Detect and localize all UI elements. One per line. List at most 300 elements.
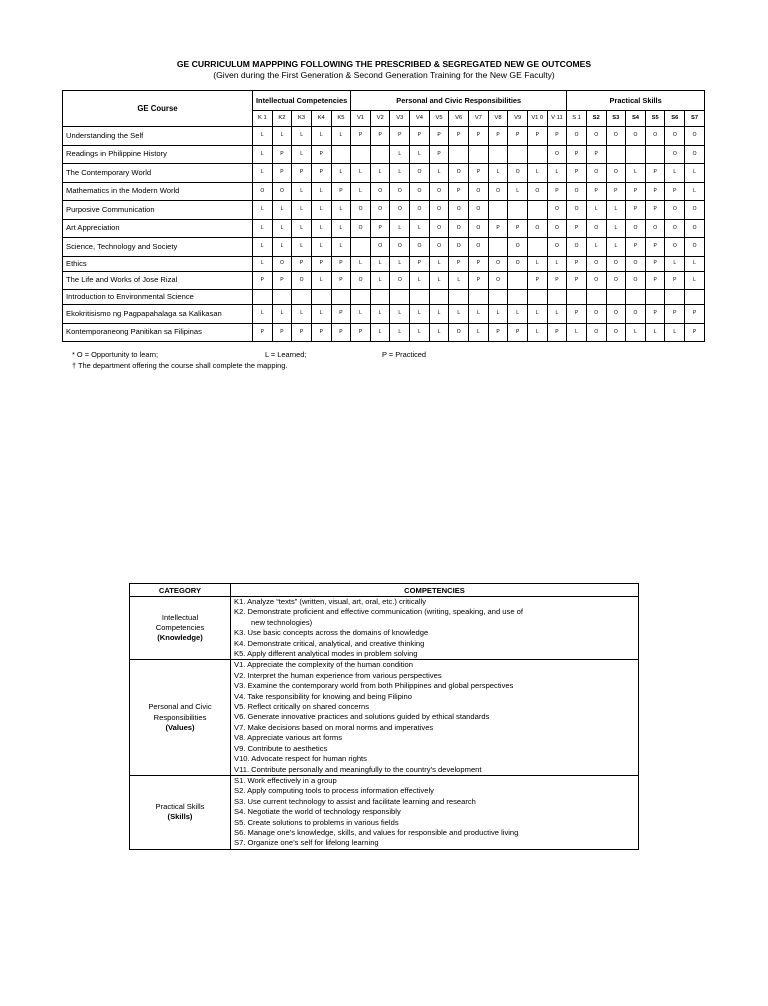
course-row bbox=[63, 256, 705, 271]
competency-list bbox=[231, 660, 639, 775]
mapping-cell: L bbox=[606, 238, 626, 257]
mapping-cell: L bbox=[370, 271, 390, 290]
mapping-cell: L bbox=[292, 238, 312, 257]
mapping-cell: P bbox=[508, 219, 528, 238]
mapping-cell bbox=[410, 290, 430, 305]
mapping-cell: P bbox=[567, 219, 587, 238]
legend-opportunity: * O = Opportunity to learn; bbox=[72, 350, 159, 359]
outcome-code-header: S 1 bbox=[567, 111, 587, 127]
mapping-cell: P bbox=[410, 256, 430, 271]
course-name: Understanding the Self bbox=[63, 127, 253, 146]
mapping-cell bbox=[606, 145, 626, 164]
mapping-cell: L bbox=[429, 164, 449, 183]
mapping-cell: L bbox=[508, 182, 528, 201]
mapping-cell: L bbox=[390, 305, 410, 324]
mapping-cell: O bbox=[469, 182, 489, 201]
competency-item: K4. Demonstrate critical, analytical, and creative thinking bbox=[234, 638, 425, 648]
mapping-cell: L bbox=[370, 305, 390, 324]
course-row bbox=[63, 182, 705, 201]
mapping-cell: O bbox=[586, 323, 606, 342]
mapping-cell bbox=[527, 201, 547, 220]
outcome-code-header: V7 bbox=[469, 111, 489, 127]
mapping-cell: L bbox=[429, 323, 449, 342]
mapping-cell bbox=[626, 290, 646, 305]
mapping-cell: P bbox=[253, 323, 273, 342]
course-row bbox=[63, 323, 705, 342]
mapping-cell bbox=[331, 145, 351, 164]
mapping-cell: O bbox=[469, 219, 489, 238]
mapping-cell: O bbox=[508, 238, 528, 257]
mapping-cell bbox=[685, 290, 705, 305]
mapping-cell: L bbox=[253, 127, 273, 146]
mapping-cell: O bbox=[449, 219, 469, 238]
mapping-cell: L bbox=[292, 305, 312, 324]
mapping-cell: P bbox=[390, 127, 410, 146]
mapping-cell: O bbox=[449, 201, 469, 220]
mapping-cell bbox=[508, 145, 528, 164]
mapping-cell: L bbox=[469, 305, 489, 324]
mapping-cell: O bbox=[665, 238, 685, 257]
mapping-cell: P bbox=[685, 323, 705, 342]
outcome-code-header: S3 bbox=[606, 111, 626, 127]
competency-item: V7. Make decisions based on moral norms and imperatives bbox=[234, 722, 434, 732]
course-row bbox=[63, 238, 705, 257]
mapping-cell: L bbox=[351, 164, 371, 183]
mapping-cell: P bbox=[311, 145, 331, 164]
mapping-cell: O bbox=[586, 127, 606, 146]
mapping-cell: L bbox=[410, 145, 430, 164]
mapping-cell: O bbox=[429, 219, 449, 238]
mapping-cell: P bbox=[311, 164, 331, 183]
mapping-cell: L bbox=[547, 164, 567, 183]
mapping-cell: P bbox=[351, 323, 371, 342]
mapping-cell: O bbox=[685, 145, 705, 164]
mapping-cell: P bbox=[645, 238, 665, 257]
course-name: Science, Technology and Society bbox=[63, 238, 253, 257]
outcome-code-header: V9 bbox=[508, 111, 528, 127]
course-row bbox=[63, 271, 705, 290]
course-name: Kontemporaneong Panitikan sa Filipinas bbox=[63, 323, 253, 342]
mapping-cell: P bbox=[606, 182, 626, 201]
mapping-cell: O bbox=[508, 256, 528, 271]
mapping-cell bbox=[370, 290, 390, 305]
mapping-cell: O bbox=[449, 164, 469, 183]
competency-item: S6. Manage one’s knowledge, skills, and values for responsible and productive living bbox=[234, 827, 519, 837]
mapping-cell bbox=[311, 290, 331, 305]
mapping-cell: O bbox=[547, 201, 567, 220]
course-row bbox=[63, 290, 705, 305]
mapping-cell bbox=[351, 290, 371, 305]
mapping-cell: P bbox=[370, 219, 390, 238]
mapping-cell bbox=[606, 290, 626, 305]
mapping-cell: L bbox=[410, 323, 430, 342]
mapping-cell: L bbox=[665, 323, 685, 342]
mapping-cell: L bbox=[685, 164, 705, 183]
outcome-code-header: K5 bbox=[331, 111, 351, 127]
mapping-cell: P bbox=[586, 145, 606, 164]
mapping-cell: P bbox=[527, 127, 547, 146]
mapping-cell bbox=[370, 145, 390, 164]
mapping-cell: P bbox=[429, 127, 449, 146]
competency-item: V9. Contribute to aesthetics bbox=[234, 743, 328, 753]
mapping-cell: L bbox=[351, 256, 371, 271]
mapping-cell: P bbox=[547, 271, 567, 290]
outcome-code-header: V1 0 bbox=[527, 111, 547, 127]
mapping-cell: L bbox=[449, 271, 469, 290]
mapping-cell: L bbox=[272, 238, 292, 257]
category-name: Practical Skills bbox=[155, 802, 205, 812]
mapping-cell: P bbox=[410, 127, 430, 146]
mapping-cell: P bbox=[527, 271, 547, 290]
mapping-cell: P bbox=[547, 127, 567, 146]
competency-item: V8. Appreciate various art forms bbox=[234, 733, 343, 743]
mapping-cell: O bbox=[410, 238, 430, 257]
mapping-cell bbox=[665, 290, 685, 305]
mapping-cell: L bbox=[311, 182, 331, 201]
group-header-personal-civic: Personal and Civic Responsibilities bbox=[351, 91, 567, 111]
mapping-cell: L bbox=[292, 201, 312, 220]
curriculum-mapping-table bbox=[62, 90, 705, 342]
mapping-cell: O bbox=[390, 271, 410, 290]
outcome-code-header: V6 bbox=[449, 111, 469, 127]
mapping-cell: O bbox=[410, 182, 430, 201]
outcome-code-header: K4 bbox=[311, 111, 331, 127]
mapping-cell: O bbox=[665, 201, 685, 220]
mapping-cell: L bbox=[253, 238, 273, 257]
competency-item: S7. Organize one’s self for lifelong learning bbox=[234, 838, 379, 848]
mapping-cell: L bbox=[547, 305, 567, 324]
mapping-cell: L bbox=[390, 256, 410, 271]
mapping-cell: L bbox=[370, 164, 390, 183]
mapping-cell: L bbox=[351, 305, 371, 324]
mapping-cell: L bbox=[331, 164, 351, 183]
mapping-cell: O bbox=[370, 201, 390, 220]
mapping-cell: L bbox=[272, 127, 292, 146]
mapping-cell: O bbox=[449, 323, 469, 342]
competency-item: K5. Apply different analytical modes in problem solving bbox=[234, 649, 418, 659]
mapping-cell: O bbox=[370, 182, 390, 201]
mapping-cell: O bbox=[351, 219, 371, 238]
mapping-cell: L bbox=[488, 305, 508, 324]
mapping-cell: L bbox=[410, 271, 430, 290]
mapping-cell: L bbox=[488, 164, 508, 183]
mapping-cell: L bbox=[331, 219, 351, 238]
mapping-cell: O bbox=[626, 305, 646, 324]
mapping-cell: L bbox=[508, 305, 528, 324]
competency-item: S4. Negotiate the world of technology responsibly bbox=[234, 807, 401, 817]
mapping-cell: O bbox=[586, 305, 606, 324]
mapping-cell: L bbox=[311, 305, 331, 324]
mapping-cell bbox=[527, 145, 547, 164]
mapping-cell: L bbox=[253, 305, 273, 324]
mapping-cell: P bbox=[567, 256, 587, 271]
mapping-cell: O bbox=[567, 127, 587, 146]
course-name: The Life and Works of Jose Rizal bbox=[63, 271, 253, 290]
mapping-cell: P bbox=[645, 182, 665, 201]
mapping-cell bbox=[508, 201, 528, 220]
mapping-cell: L bbox=[606, 219, 626, 238]
mapping-cell: P bbox=[488, 323, 508, 342]
mapping-cell: P bbox=[488, 219, 508, 238]
mapping-cell: L bbox=[606, 201, 626, 220]
competency-item: new technologies) bbox=[251, 617, 313, 627]
mapping-cell: P bbox=[567, 305, 587, 324]
mapping-cell: L bbox=[253, 219, 273, 238]
mapping-cell: P bbox=[547, 323, 567, 342]
mapping-cell: L bbox=[292, 127, 312, 146]
mapping-cell: P bbox=[645, 164, 665, 183]
course-row bbox=[63, 305, 705, 324]
mapping-cell: L bbox=[527, 164, 547, 183]
course-name: Ethics bbox=[63, 256, 253, 271]
course-name: The Contemporary World bbox=[63, 164, 253, 183]
course-row bbox=[63, 201, 705, 220]
outcome-code-header: S7 bbox=[685, 111, 705, 127]
legend-learned: L = Learned; bbox=[265, 350, 307, 359]
competency-item: V1. Appreciate the complexity of the human condition bbox=[234, 660, 413, 670]
mapping-cell: O bbox=[469, 238, 489, 257]
outcome-code-header: V 11 bbox=[547, 111, 567, 127]
mapping-cell bbox=[253, 290, 273, 305]
outcome-code-header: K 1 bbox=[253, 111, 273, 127]
competency-section bbox=[130, 660, 639, 775]
mapping-cell: P bbox=[567, 271, 587, 290]
outcome-code-header: K3 bbox=[292, 111, 312, 127]
document-subtitle: (Given during the First Generation & Second Generation Training for the New GE Faculty) bbox=[213, 70, 555, 80]
mapping-cell: P bbox=[449, 256, 469, 271]
mapping-cell bbox=[429, 290, 449, 305]
mapping-cell: L bbox=[665, 164, 685, 183]
mapping-cell: L bbox=[370, 256, 390, 271]
mapping-cell: O bbox=[685, 127, 705, 146]
mapping-cell: P bbox=[665, 305, 685, 324]
group-header-practical: Practical Skills bbox=[567, 91, 705, 111]
mapping-cell: P bbox=[272, 271, 292, 290]
mapping-cell: O bbox=[253, 182, 273, 201]
mapping-cell: O bbox=[390, 201, 410, 220]
mapping-cell: O bbox=[272, 256, 292, 271]
mapping-cell bbox=[488, 145, 508, 164]
competency-item: S3. Use current technology to assist and facilitate learning and research bbox=[234, 796, 476, 806]
mapping-cell: P bbox=[469, 256, 489, 271]
mapping-cell: O bbox=[645, 127, 665, 146]
mapping-cell: L bbox=[527, 305, 547, 324]
competency-item: V3. Examine the contemporary world from both Philippines and global perspectives bbox=[234, 681, 514, 691]
outcome-code-header: K2 bbox=[272, 111, 292, 127]
mapping-cell: O bbox=[488, 256, 508, 271]
mapping-cell: O bbox=[469, 201, 489, 220]
mapping-cell: P bbox=[311, 323, 331, 342]
mapping-cell: O bbox=[410, 201, 430, 220]
mapping-cell: O bbox=[567, 238, 587, 257]
mapping-cell: L bbox=[272, 305, 292, 324]
competency-list bbox=[231, 775, 639, 849]
mapping-cell bbox=[351, 145, 371, 164]
mapping-cell: L bbox=[527, 256, 547, 271]
mapping-cell bbox=[272, 290, 292, 305]
outcome-code-header: V5 bbox=[429, 111, 449, 127]
mapping-cell bbox=[292, 290, 312, 305]
footnote: † The department offering the course shall complete the mapping. bbox=[72, 361, 288, 370]
mapping-cell: O bbox=[351, 271, 371, 290]
mapping-cell bbox=[331, 290, 351, 305]
outcome-code-header: V1 bbox=[351, 111, 371, 127]
outcome-code-header: S2 bbox=[586, 111, 606, 127]
mapping-cell: O bbox=[606, 164, 626, 183]
category-name: Personal and Civic Responsibilities bbox=[148, 702, 212, 722]
mapping-cell: L bbox=[292, 219, 312, 238]
mapping-cell: O bbox=[685, 219, 705, 238]
mapping-cell: L bbox=[429, 256, 449, 271]
mapping-cell: O bbox=[527, 219, 547, 238]
mapping-cell: P bbox=[508, 323, 528, 342]
mapping-cell: P bbox=[449, 182, 469, 201]
mapping-cell bbox=[645, 145, 665, 164]
mapping-cell: L bbox=[331, 238, 351, 257]
mapping-cell: L bbox=[331, 127, 351, 146]
mapping-cell: L bbox=[685, 182, 705, 201]
document-title: GE CURRICULUM MAPPPING FOLLOWING THE PRESCRIBED & SEGREGATED NEW GE OUTCOMES bbox=[176, 59, 592, 69]
mapping-cell: L bbox=[685, 271, 705, 290]
category-domain: (Knowledge) bbox=[157, 633, 203, 643]
mapping-cell: P bbox=[469, 164, 489, 183]
mapping-cell: O bbox=[606, 323, 626, 342]
competency-item: V11. Contribute personally and meaningfully to the country’s development bbox=[234, 764, 482, 774]
mapping-cell: L bbox=[469, 323, 489, 342]
mapping-cell: P bbox=[331, 182, 351, 201]
mapping-cell: L bbox=[272, 201, 292, 220]
mapping-cell bbox=[547, 290, 567, 305]
mapping-cell bbox=[488, 238, 508, 257]
mapping-cell: P bbox=[645, 256, 665, 271]
mapping-cell: P bbox=[429, 145, 449, 164]
mapping-cell: L bbox=[311, 201, 331, 220]
mapping-cell: P bbox=[665, 271, 685, 290]
mapping-cell: L bbox=[685, 256, 705, 271]
competency-item: K2. Demonstrate proficient and effective communication (writing, speaking, and use of bbox=[234, 607, 523, 617]
mapping-cell: O bbox=[606, 305, 626, 324]
mapping-cell: P bbox=[449, 127, 469, 146]
mapping-cell: O bbox=[547, 145, 567, 164]
mapping-cell: P bbox=[547, 182, 567, 201]
mapping-cell: O bbox=[390, 238, 410, 257]
mapping-cell: L bbox=[370, 323, 390, 342]
outcome-code-header: S6 bbox=[665, 111, 685, 127]
mapping-cell: P bbox=[253, 271, 273, 290]
mapping-cell: L bbox=[253, 164, 273, 183]
competency-item: S2. Apply computing tools to process information effectively bbox=[234, 786, 434, 796]
mapping-cell: L bbox=[311, 127, 331, 146]
category-cell bbox=[130, 597, 231, 660]
mapping-cell: O bbox=[586, 219, 606, 238]
mapping-cell bbox=[645, 290, 665, 305]
mapping-cell: L bbox=[429, 271, 449, 290]
mapping-cell: P bbox=[685, 305, 705, 324]
mapping-cell: O bbox=[626, 271, 646, 290]
mapping-cell: L bbox=[645, 323, 665, 342]
mapping-cell: L bbox=[586, 238, 606, 257]
mapping-cell: L bbox=[527, 323, 547, 342]
mapping-cell: P bbox=[272, 164, 292, 183]
mapping-cell: O bbox=[626, 219, 646, 238]
competency-section bbox=[130, 597, 639, 660]
competency-item: V5. Reflect critically on shared concerns bbox=[234, 702, 370, 712]
outcome-code-header: V4 bbox=[410, 111, 430, 127]
category-cell bbox=[130, 660, 231, 775]
competency-item: K3. Use basic concepts across the domains of knowledge bbox=[234, 628, 429, 638]
mapping-cell: O bbox=[567, 201, 587, 220]
outcome-code-header: S5 bbox=[645, 111, 665, 127]
mapping-cell bbox=[488, 201, 508, 220]
course-header: GE Course bbox=[63, 91, 253, 127]
category-domain: (Skills) bbox=[167, 812, 193, 822]
mapping-cell: L bbox=[311, 271, 331, 290]
mapping-cell bbox=[390, 290, 410, 305]
mapping-cell: L bbox=[253, 256, 273, 271]
outcome-code-header: V3 bbox=[390, 111, 410, 127]
mapping-cell: O bbox=[586, 271, 606, 290]
mapping-cell: O bbox=[410, 164, 430, 183]
mapping-cell: O bbox=[508, 164, 528, 183]
mapping-body bbox=[63, 127, 705, 342]
mapping-cell: P bbox=[645, 271, 665, 290]
mapping-cell: P bbox=[292, 323, 312, 342]
legend bbox=[72, 349, 572, 360]
mapping-cell: L bbox=[665, 256, 685, 271]
mapping-cell: P bbox=[567, 164, 587, 183]
competency-item: V6. Generate innovative practices and solutions guided by ethical standards bbox=[234, 712, 490, 722]
mapping-cell: L bbox=[253, 145, 273, 164]
mapping-cell: L bbox=[253, 201, 273, 220]
course-row bbox=[63, 127, 705, 146]
mapping-cell bbox=[527, 290, 547, 305]
mapping-cell: L bbox=[567, 323, 587, 342]
mapping-cell: P bbox=[370, 127, 390, 146]
mapping-cell: L bbox=[429, 305, 449, 324]
competency-list bbox=[231, 597, 639, 660]
mapping-cell: L bbox=[351, 182, 371, 201]
mapping-cell: L bbox=[331, 201, 351, 220]
mapping-cell: O bbox=[567, 182, 587, 201]
mapping-cell bbox=[469, 290, 489, 305]
competencies-header: COMPETENCIES bbox=[231, 584, 639, 597]
mapping-cell: L bbox=[586, 201, 606, 220]
mapping-cell: P bbox=[469, 127, 489, 146]
mapping-cell: L bbox=[292, 145, 312, 164]
mapping-cell: O bbox=[429, 238, 449, 257]
mapping-cell: O bbox=[645, 219, 665, 238]
mapping-cell: L bbox=[449, 305, 469, 324]
mapping-cell: O bbox=[488, 271, 508, 290]
mapping-cell bbox=[626, 145, 646, 164]
mapping-cell: O bbox=[586, 164, 606, 183]
mapping-cell bbox=[469, 145, 489, 164]
mapping-cell: L bbox=[626, 323, 646, 342]
mapping-cell: O bbox=[272, 182, 292, 201]
mapping-cell: P bbox=[488, 127, 508, 146]
mapping-cell: L bbox=[311, 219, 331, 238]
mapping-cell bbox=[527, 238, 547, 257]
competency-item: S5. Create solutions to problems in various fields bbox=[234, 817, 399, 827]
mapping-cell: L bbox=[410, 219, 430, 238]
mapping-cell: P bbox=[626, 201, 646, 220]
mapping-cell: P bbox=[331, 271, 351, 290]
mapping-cell: O bbox=[292, 271, 312, 290]
group-header-intellectual: Intellectual Competencies bbox=[253, 91, 351, 111]
mapping-cell: P bbox=[469, 271, 489, 290]
course-row bbox=[63, 164, 705, 183]
mapping-cell: O bbox=[370, 238, 390, 257]
